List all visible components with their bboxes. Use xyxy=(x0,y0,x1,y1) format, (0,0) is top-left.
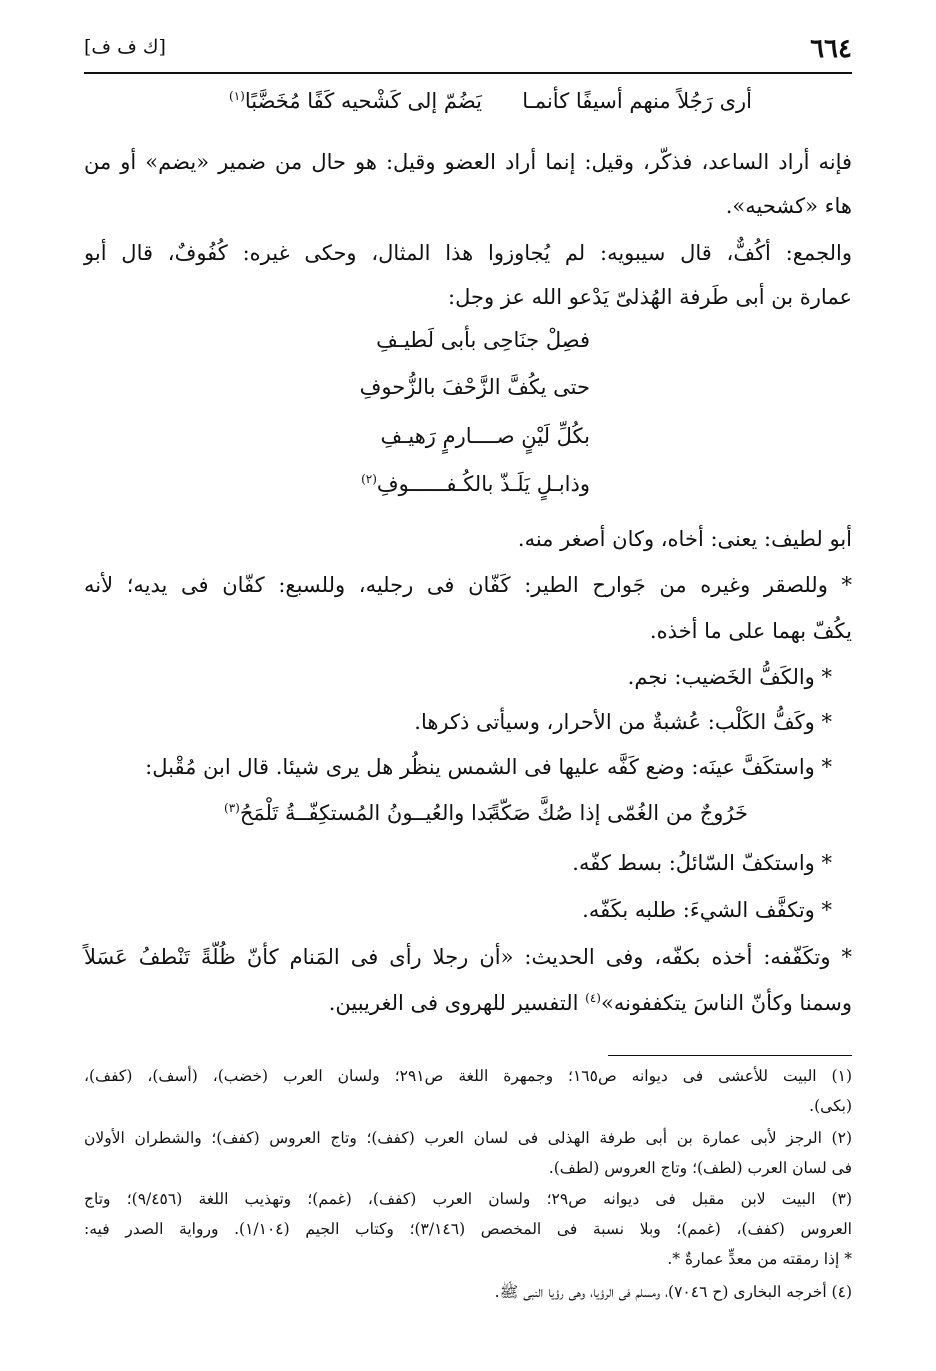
running-head: [ك ف ف] xyxy=(84,36,166,58)
paragraph-4-line-1: * وللصقر وغيره من جَوارح الطير: كَفّان فى رجليه، وللسبع: كفّان فى يديه؛ لأنه xyxy=(84,573,853,597)
verse-2-first-hemistich: خَرُوجٌ من الغُمّى إذا صُكَّ صَكّةً xyxy=(489,801,748,825)
footnote-2-line-1: (٢) الرجز لأبى عمارة بن أبى طرفة الهذلى فى لسان العرب (كفف)؛ وتاج العروس (كفف)؛ والشطران الأولان xyxy=(84,1129,852,1147)
rajaz-line-3: بكُلِّ لَيْنٍ صــــارمٍ رَهيـفِ xyxy=(380,424,590,448)
footnote-ref-1: (١) xyxy=(229,89,245,103)
verse-1-second-hemistich: يَضُمّ إلى كَشْحيه كَفًا مُخَضَّبًا$^{(١)}$ xyxy=(229,89,482,113)
paragraph-3: أبو لطيف: يعنى: أخاه، وكان أصغر منه. xyxy=(517,527,852,551)
page-number: ٦٦٤ xyxy=(810,34,852,64)
footnote-3-line-2: العروس (كفف)، (غمم)؛ وبلا نسبة فى المخصص (٣/١٤٦)؛ وكتاب الجيم (١/١٠٤). ورواية الصدر فيه: xyxy=(84,1220,852,1238)
rajaz-line-4: وذابـلٍ يَلَـذّ بالكُـفــــــوفِ$^{(٢)}$ xyxy=(361,472,590,496)
paragraph-1-line-2: هاء «كشحيه». xyxy=(725,194,852,218)
footnote-1-line-1: (١) البيت للأعشى فى ديوانه ص١٦٥؛ وجمهرة اللغة ص٢٩١؛ ولسان العرب (خضب)، (أسف)، (كفف)، xyxy=(84,1067,852,1085)
paragraph-2-line-2: عمارة بن أبى طَرفة الهُذلىّ يَدْعو الله عز وجل: xyxy=(448,285,852,309)
paragraph-6: * وكَفُّ الكَلْب: عُشبةٌ من الأحرار، وسيأتى ذكرها. xyxy=(414,710,832,734)
rajaz-line-2: حتى يكُفَّ الزَّحْفَ بالزُّحوفِ xyxy=(359,375,590,399)
verse-1-first-hemistich: أرى رَجُلاً منهم أسيفًا كأنمـا xyxy=(522,89,752,113)
paragraph-7: * واستكَفَّ عينَه: وضع كَفَّه عليها فى الشمس ينظُر هل يرى شيئا. قال ابن مُقْبل: xyxy=(145,755,832,779)
footnote-ref-2: (٢) xyxy=(361,472,377,486)
footnote-ref-3: (٣) xyxy=(224,801,240,815)
verse-2-second-hemistich: بَدا والعُيــونُ المُستكِفّــةُ تَلْمَحُ$^{(٣)}$ xyxy=(224,801,494,825)
footnote-separator xyxy=(608,1055,852,1056)
footnote-4: (٤) أخرجه البخارى (ح ٧٠٤٦)، ومسلم فى الرؤيا، وهى رؤيا النبى ﷺ. xyxy=(494,1283,852,1301)
paragraph-9: * وتكفَّف الشيءَ: طلبه بكَفّه. xyxy=(582,898,832,922)
paragraph-8: * واستكفّ السّائلُ: بسط كفّه. xyxy=(572,851,832,875)
footnote-1-line-2: (بكى). xyxy=(809,1097,852,1115)
footnote-3-line-1: (٣) البيت لابن مقبل فى ديوانه ص٢٩؛ ولسان العرب (كفف)، (غمم)؛ وتهذيب اللغة (٩/٤٥٦)؛ وتاج xyxy=(84,1190,852,1208)
paragraph-2-line-1: والجمع: أكُفٌّ، قال سيبويه: لم يُجاوزوا هذا المثال، وحكى غيره: كُفُوفٌ، قال أبو xyxy=(84,241,852,265)
paragraph-10-line-2: وسمنا وكأنّ الناسَ يتكففونه»$^{(٤)}$ التفسير للهروى فى الغريبين. xyxy=(328,991,852,1015)
page-header xyxy=(84,34,852,68)
rajaz-line-1: فصِلْ جنَاحِى بأبى لَطيـفِ xyxy=(376,328,590,352)
header-rule xyxy=(84,72,852,74)
paragraph-4-line-2: يكُفّ بهما على ما أخذه. xyxy=(649,619,852,643)
paragraph-5: * والكَفُّ الخَضيب: نجم. xyxy=(627,665,832,689)
footnote-2-line-2: فى لسان العرب (لطف)؛ وتاج العروس (لطف). xyxy=(548,1159,852,1177)
footnote-ref-4: (٤) xyxy=(585,991,601,1005)
paragraph-10-line-1: * وتكَفّفه: أخذه بكفّه، وفى الحديث: «أن رجلا رأى فى المَنام كأنّ ظُلّةً تَنْطفُ عَسَلاً xyxy=(84,945,852,969)
footnote-3-line-3: * إذا رمقته من معدٍّ عمارةٌ *. xyxy=(667,1250,852,1268)
paragraph-1-line-1: فإنه أراد الساعد، فذكّر، وقيل: إنما أراد العضو وقيل: هو حال من ضمير «يضم» أو من xyxy=(84,150,852,174)
